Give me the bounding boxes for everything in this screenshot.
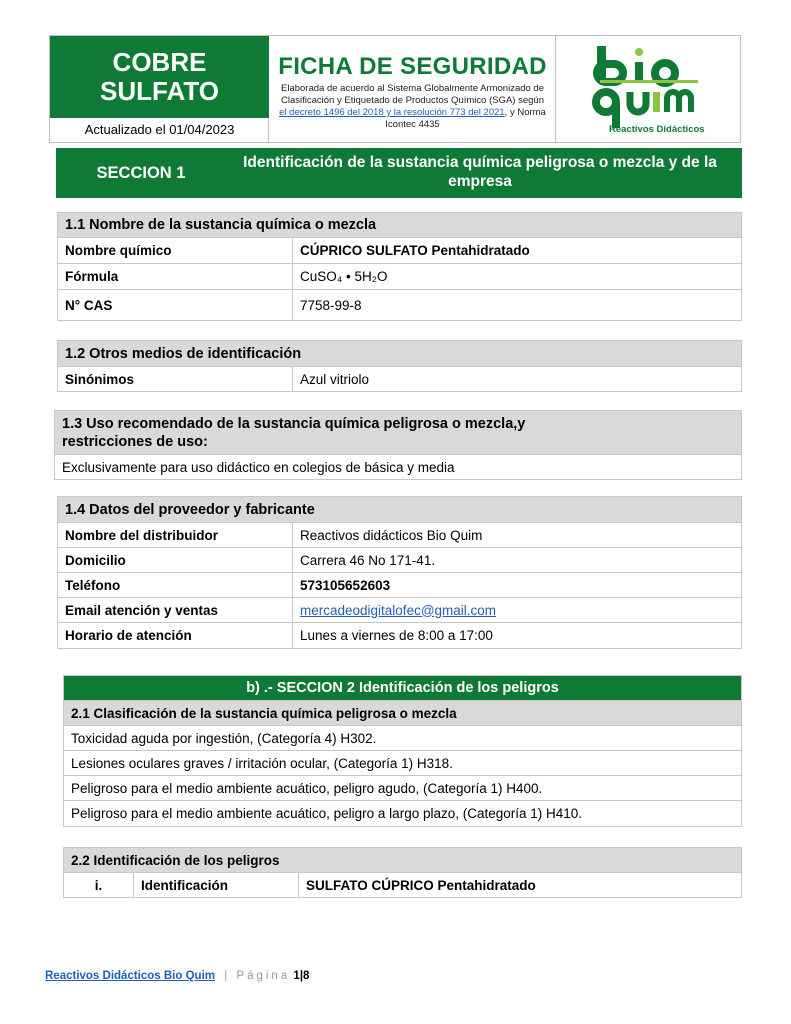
t11-heading: 1.1 Nombre de la sustancia química o mezcla	[58, 213, 742, 238]
t11-value: CÚPRICO SULFATO Pentahidratado	[293, 238, 742, 264]
updated-date: Actualizado el 01/04/2023	[84, 122, 235, 137]
doc-title-cell	[270, 36, 556, 142]
t14-value: Reactivos didácticos Bio Quim	[293, 523, 742, 548]
email-link[interactable]: mercadeodigitalofec@gmail.com	[300, 602, 497, 618]
product-name-box	[50, 36, 269, 118]
t13-heading-text: 1.3 Uso recomendado de la sustancia química peligrosa o mezcla,y restricciones de uso:	[62, 415, 526, 450]
section1-title: Identificación de la sustancia química peligrosa o mezcla y de la empresa	[243, 154, 717, 190]
t22-label: Identificación	[134, 873, 299, 898]
t14-label: Horario de atención	[58, 623, 293, 649]
hazard-item: Peligroso para el medio ambiente acuático, peligro agudo, (Categoría 1) H400.	[64, 776, 742, 801]
t12-heading: 1.2 Otros medios de identificación	[58, 341, 742, 367]
bioquim-logo	[557, 36, 740, 142]
t14-heading: 1.4 Datos del proveedor y fabricante	[58, 497, 742, 523]
hazard-item: Toxicidad aguda por ingestión, (Categoría 4) H302.	[64, 726, 742, 751]
t11-label: Nombre químico	[58, 238, 293, 264]
section1-band	[56, 148, 742, 198]
hazard-item: Peligroso para el medio ambiente acuático, peligro a largo plazo, (Categoría 1) H410.	[64, 801, 742, 827]
t11-value: 7758-99-8	[293, 290, 742, 321]
product-name-line1: COBRE	[112, 47, 207, 77]
footer-brand-link[interactable]: Reactivos Didácticos Bio Quim	[45, 970, 215, 982]
table-1-1	[57, 212, 742, 321]
footer-separator: |	[224, 970, 228, 982]
section2-title: b) .- SECCION 2 Identificación de los peligros	[64, 676, 742, 701]
t14-value: Carrera 46 No 171-41.	[293, 548, 742, 573]
footer-page-separator: |	[299, 970, 304, 982]
t14-email-cell	[293, 598, 742, 623]
product-name-line2: SULFATO	[100, 76, 219, 106]
table-section-2	[63, 675, 742, 827]
decree-link[interactable]: el decreto 1496 del 2018 y la resolución 773 del 2021	[279, 107, 505, 118]
footer-page-number: 1	[293, 970, 300, 982]
table-1-2	[57, 340, 742, 392]
t11-label: N° CAS	[58, 290, 293, 321]
t22-num: i.	[64, 873, 134, 898]
footer-page-label: Página	[236, 970, 291, 982]
table-1-4	[57, 496, 742, 649]
hazard-item: Lesiones oculares graves / irritación ocular, (Categoría 1) H318.	[64, 751, 742, 776]
t14-label: Domicilio	[58, 548, 293, 573]
elab-text-1: Elaborada de acuerdo al Sistema Globalmente Armonizado de Clasificación y Etiquetado de Productos Químico (SGA) según	[281, 83, 544, 106]
t12-value: Azul vitriolo	[293, 367, 742, 392]
elab-text-2: , y Norma Icontec 4435	[385, 107, 546, 130]
doc-title: FICHA DE SEGURIDAD	[278, 53, 547, 80]
footer-page-total: 8	[303, 970, 310, 982]
t21-heading: 2.1 Clasificación de la sustancia química peligrosa o mezcla	[64, 701, 742, 726]
t14-label: Teléfono	[58, 573, 293, 598]
t22-heading: 2.2 Identificación de los peligros	[64, 848, 742, 873]
t12-label: Sinónimos	[58, 367, 293, 392]
table-2-2	[63, 847, 742, 898]
t14-value-phone: 573105652603	[293, 573, 742, 598]
t14-label: Nombre del distribuidor	[58, 523, 293, 548]
t13-heading	[55, 411, 742, 455]
t13-value: Exclusivamente para uso didáctico en colegios de básica y media	[55, 455, 742, 480]
elaboration-note	[278, 83, 547, 131]
t11-value: CuSO₄ • 5H₂O	[293, 264, 742, 290]
t14-label: Email atención y ventas	[58, 598, 293, 623]
logo-caption: Reactivos Didácticos	[609, 124, 705, 135]
t14-value: Lunes a viernes de 8:00 a 17:00	[293, 623, 742, 649]
table-1-3	[54, 410, 742, 480]
t11-label: Fórmula	[58, 264, 293, 290]
section1-label: SECCION 1	[96, 163, 186, 182]
page-footer	[45, 970, 309, 982]
t22-value: SULFATO CÚPRICO Pentahidratado	[299, 873, 742, 898]
